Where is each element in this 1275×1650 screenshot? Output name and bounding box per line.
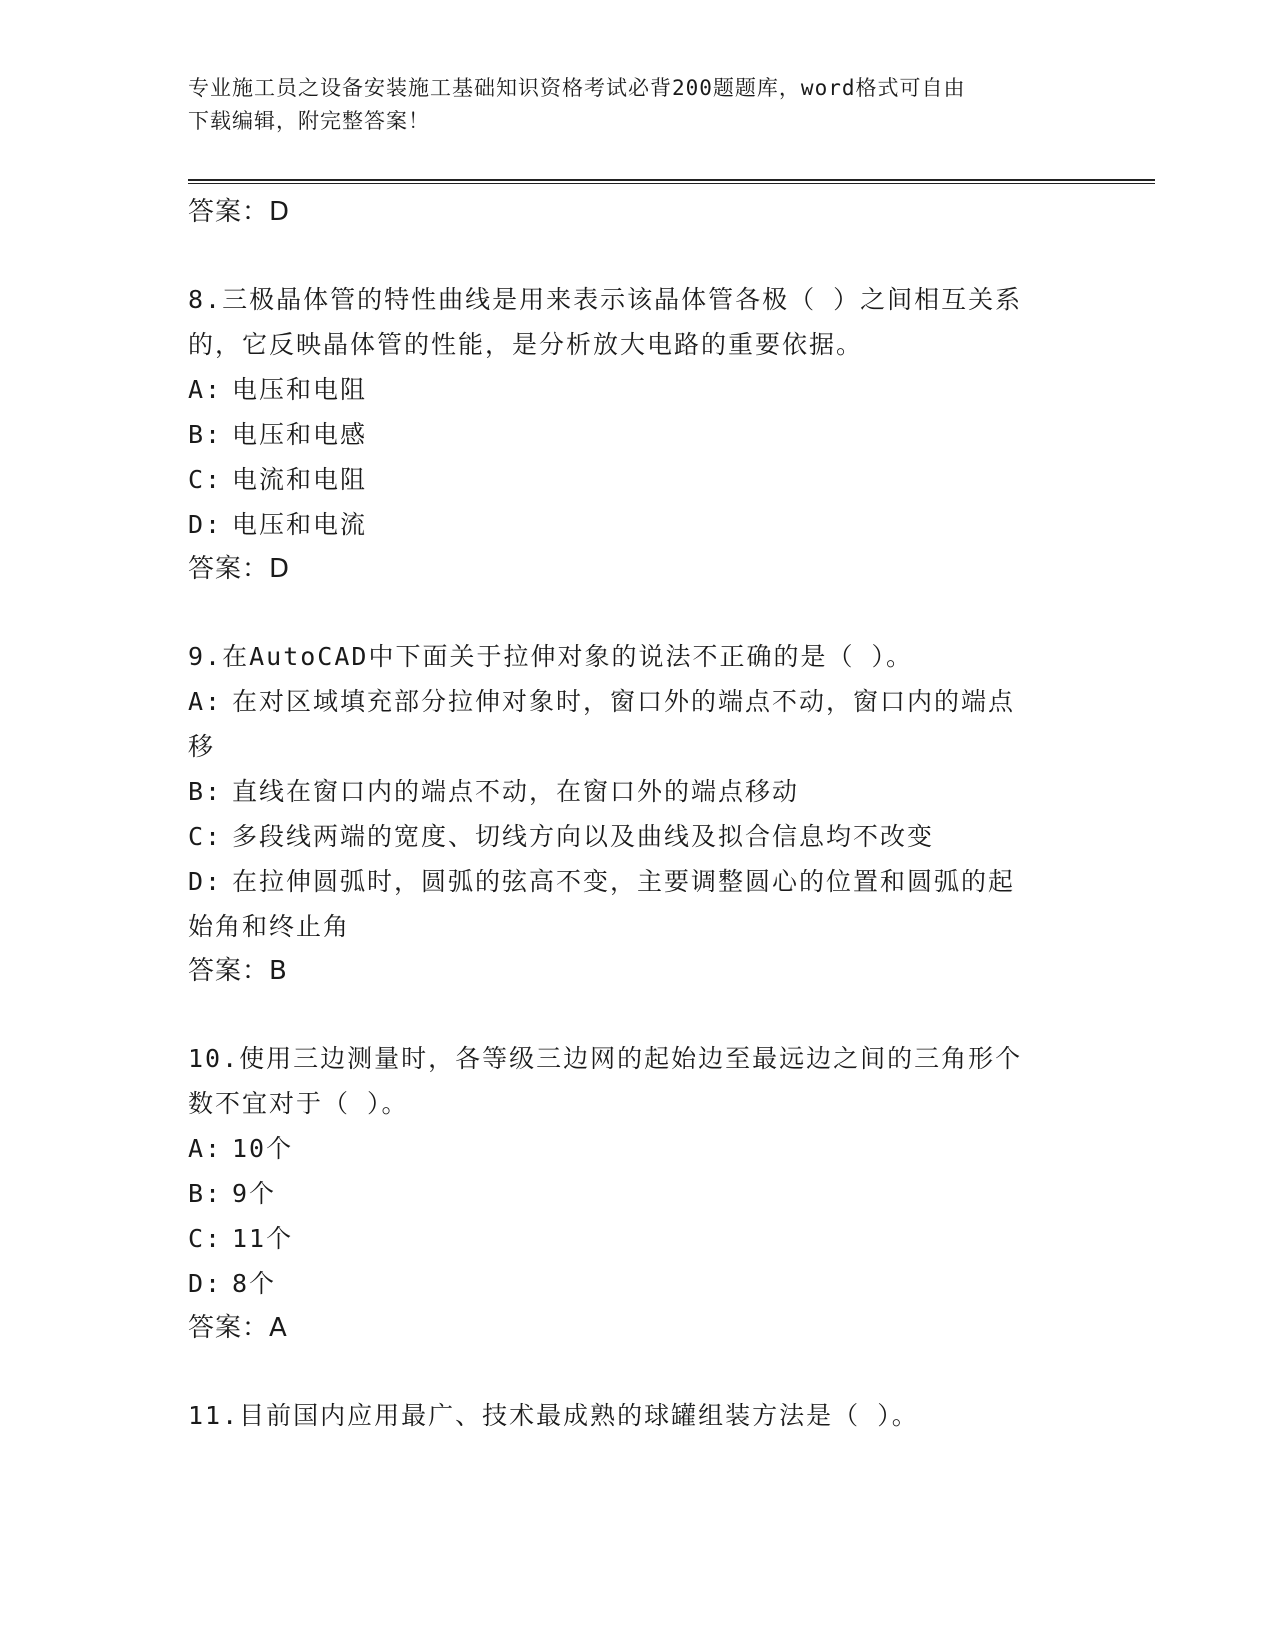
option-text: 在拉伸圆弧时，圆弧的弦高不变，主要调整圆心的位置和圆弧的起 xyxy=(232,867,1016,896)
question-10-stem xyxy=(188,1036,1088,1126)
question-10-option-d xyxy=(188,1261,1088,1306)
option-letter: C: xyxy=(188,1224,223,1253)
question-10-answer: 答案：A xyxy=(188,1313,288,1343)
previous-answer: 答案：D xyxy=(188,197,291,227)
option-letter: D: xyxy=(188,1269,223,1298)
option-text: 电压和电流 xyxy=(232,510,368,539)
question-10-option-c xyxy=(188,1216,1088,1261)
question-10 xyxy=(188,1036,1088,1351)
question-10-option-a xyxy=(188,1126,1088,1171)
question-11-stem: 11.目前国内应用最广、技术最成熟的球罐组装方法是（ ）。 xyxy=(188,1401,919,1430)
option-letter: B: xyxy=(188,420,223,449)
option-letter: D: xyxy=(188,510,223,539)
option-text-continued: 始角和终止角 xyxy=(188,912,351,941)
question-9-option-a xyxy=(188,679,1088,769)
question-9-answer: 答案：B xyxy=(188,956,288,986)
option-text-continued: 移 xyxy=(188,732,216,761)
question-8-option-d xyxy=(188,502,1088,547)
option-text: 多段线两端的宽度、切线方向以及曲线及拟合信息均不改变 xyxy=(232,822,935,851)
option-text: 9个 xyxy=(232,1179,277,1208)
header-divider-thin xyxy=(188,183,1155,184)
question-9-stem: 9.在AutoCAD中下面关于拉伸对象的说法不正确的是（ ）。 xyxy=(188,642,914,671)
question-8-option-c xyxy=(188,457,1088,502)
option-text: 在对区域填充部分拉伸对象时，窗口外的端点不动，窗口内的端点 xyxy=(232,687,1016,716)
question-8-stem-line-2: 的，它反映晶体管的性能，是分析放大电路的重要依据。 xyxy=(188,330,864,359)
question-list xyxy=(188,190,1088,1438)
option-text: 10个 xyxy=(232,1134,294,1163)
header-title-line-1: 专业施工员之设备安装施工基础知识资格考试必背200题题库，word格式可自由 xyxy=(188,76,966,100)
question-11 xyxy=(188,1393,1088,1438)
option-letter: A: xyxy=(188,687,223,716)
option-text: 电压和电感 xyxy=(232,420,368,449)
question-9-option-c xyxy=(188,814,1088,859)
option-text: 8个 xyxy=(232,1269,277,1298)
question-9-option-b xyxy=(188,769,1088,814)
option-letter: C: xyxy=(188,822,223,851)
option-letter: C: xyxy=(188,465,223,494)
option-letter: A: xyxy=(188,375,223,404)
header-divider-thick xyxy=(188,179,1155,181)
header-title-line-2: 下载编辑，附完整答案！ xyxy=(188,109,430,133)
option-letter: B: xyxy=(188,777,223,806)
question-8 xyxy=(188,277,1088,592)
option-letter: D: xyxy=(188,867,223,896)
question-10-option-b xyxy=(188,1171,1088,1216)
question-8-option-a xyxy=(188,367,1088,412)
question-9-option-d xyxy=(188,859,1088,949)
document-header xyxy=(188,72,1078,138)
option-text: 电压和电阻 xyxy=(232,375,368,404)
option-text: 电流和电阻 xyxy=(232,465,368,494)
option-letter: A: xyxy=(188,1134,223,1163)
question-8-answer: 答案：D xyxy=(188,554,291,584)
option-letter: B: xyxy=(188,1179,223,1208)
question-10-stem-line-1: 10.使用三边测量时，各等级三边网的起始边至最远边之间的三角形个 xyxy=(188,1044,1023,1073)
question-9 xyxy=(188,634,1088,994)
question-8-option-b xyxy=(188,412,1088,457)
question-8-stem xyxy=(188,277,1088,367)
option-text: 11个 xyxy=(232,1224,294,1253)
question-8-stem-line-1: 8.三极晶体管的特性曲线是用来表示该晶体管各极（ ）之间相互关系 xyxy=(188,285,1023,314)
question-10-stem-line-2: 数不宜对于（ ）。 xyxy=(188,1089,409,1118)
option-text: 直线在窗口内的端点不动，在窗口外的端点移动 xyxy=(232,777,800,806)
